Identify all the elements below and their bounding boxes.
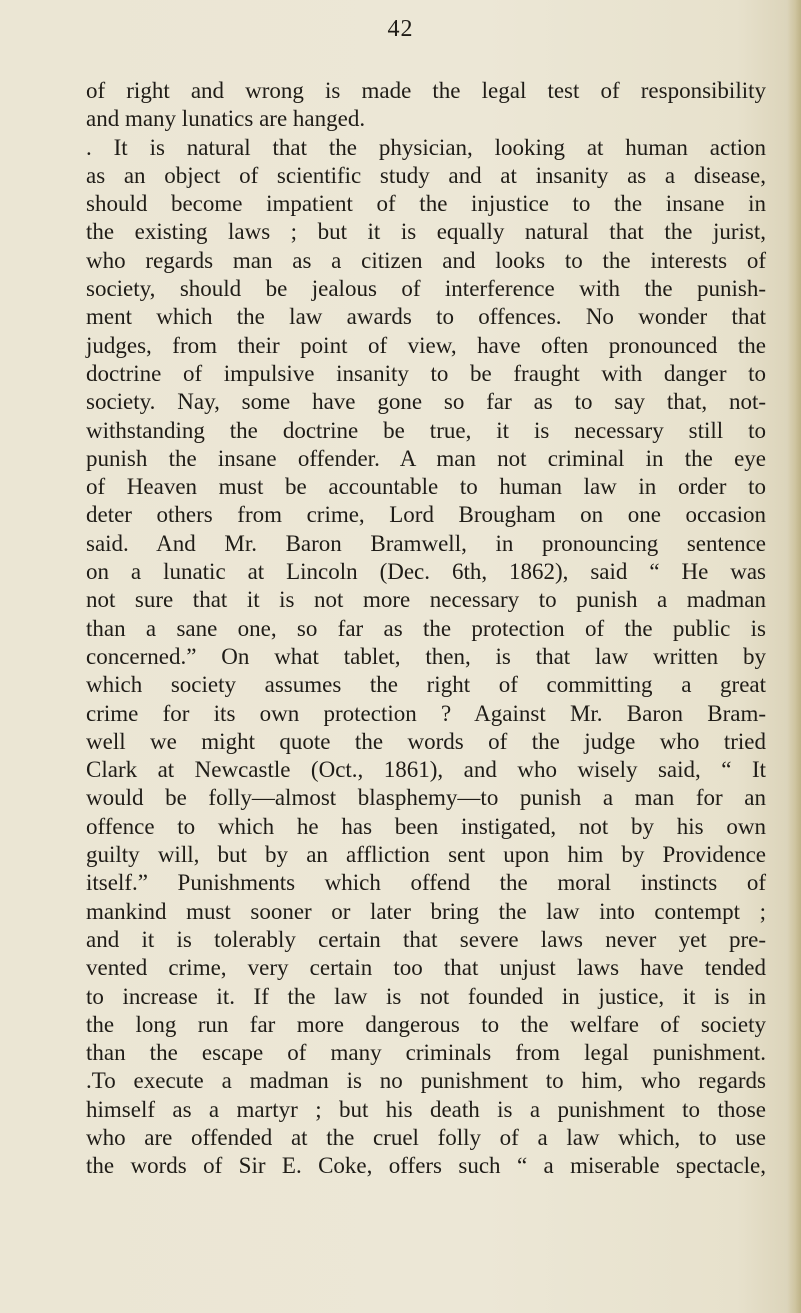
- text-line: should become impatient of the injustice to the insane in: [86, 191, 766, 217]
- page-edge-shadow: [787, 0, 801, 1313]
- text-line: the words of Sir E. Coke, offers such “ a miserable spectacle,: [86, 1153, 766, 1179]
- text-line: deter others from crime, Lord Brougham on one occasion: [86, 502, 766, 528]
- text-line: withstanding the doctrine be true, it is necessary still to: [86, 417, 766, 443]
- text-line: mankind must sooner or later bring the law into contempt ;: [86, 898, 766, 924]
- text-line: Clark at Newcastle (Oct., 1861), and who wisely said, “ It: [86, 757, 766, 783]
- text-line: crime for its own protection ? Against Mr. Baron Bram-: [86, 700, 766, 726]
- text-line: would be folly—almost blasphemy—to punish a man for an: [86, 785, 766, 811]
- text-line: and many lunatics are hanged.: [86, 106, 366, 132]
- text-line: to increase it. If the law is not founded in justice, it is in: [86, 983, 766, 1009]
- text-line: society, should be jealous of interference with the punish-: [86, 276, 766, 302]
- text-line: the long run far more dangerous to the welfare of society: [86, 1011, 766, 1037]
- body-text: [86, 77, 766, 1181]
- text-line: society. Nay, some have gone so far as to say that, not-: [86, 389, 766, 415]
- text-line: doctrine of impulsive insanity to be fraught with danger to: [86, 360, 766, 386]
- text-line: the existing laws ; but it is equally natural that the jurist,: [86, 219, 766, 245]
- text-line: and it is tolerably certain that severe laws never yet pre-: [86, 926, 766, 952]
- text-line: punish the insane offender. A man not criminal in the eye: [86, 445, 766, 471]
- text-line: of Heaven must be accountable to human law in order to: [86, 474, 766, 500]
- text-line: .To execute a madman is no punishment to him, who regards: [86, 1068, 766, 1094]
- text-line: itself.” Punishments which offend the moral instincts of: [86, 870, 766, 896]
- text-line: . It is natural that the physician, looking at human action: [86, 134, 766, 160]
- text-line: not sure that it is not more necessary to punish a madman: [86, 587, 766, 613]
- text-line: who are offended at the cruel folly of a law which, to use: [86, 1124, 766, 1150]
- text-line: ment which the law awards to offences. No wonder that: [86, 304, 766, 330]
- text-line: than a sane one, so far as the protection of the public is: [86, 615, 766, 641]
- text-line: said. And Mr. Baron Bramwell, in pronouncing sentence: [86, 530, 766, 556]
- text-line: judges, from their point of view, have often pronounced the: [86, 332, 766, 358]
- text-line: as an object of scientific study and at insanity as a disease,: [86, 162, 766, 188]
- text-line: well we might quote the words of the judge who tried: [86, 728, 766, 754]
- text-line: of right and wrong is made the legal test of responsibility: [86, 78, 766, 103]
- text-line: concerned.” On what tablet, then, is that law written by: [86, 643, 766, 669]
- text-line: which society assumes the right of committing a great: [86, 672, 766, 698]
- text-line: on a lunatic at Lincoln (Dec. 6th, 1862), said “ He was: [86, 559, 766, 585]
- text-line: who regards man as a citizen and looks to the interests of: [86, 247, 766, 273]
- text-line: himself as a martyr ; but his death is a punishment to those: [86, 1096, 766, 1122]
- text-line: vented crime, very certain too that unjust laws have tended: [86, 955, 766, 981]
- page-number: 42: [387, 16, 414, 42]
- text-line: guilty will, but by an affliction sent upon him by Providence: [86, 842, 766, 868]
- text-line: offence to which he has been instigated, not by his own: [86, 813, 766, 839]
- text-line: than the escape of many criminals from legal punishment.: [86, 1040, 766, 1066]
